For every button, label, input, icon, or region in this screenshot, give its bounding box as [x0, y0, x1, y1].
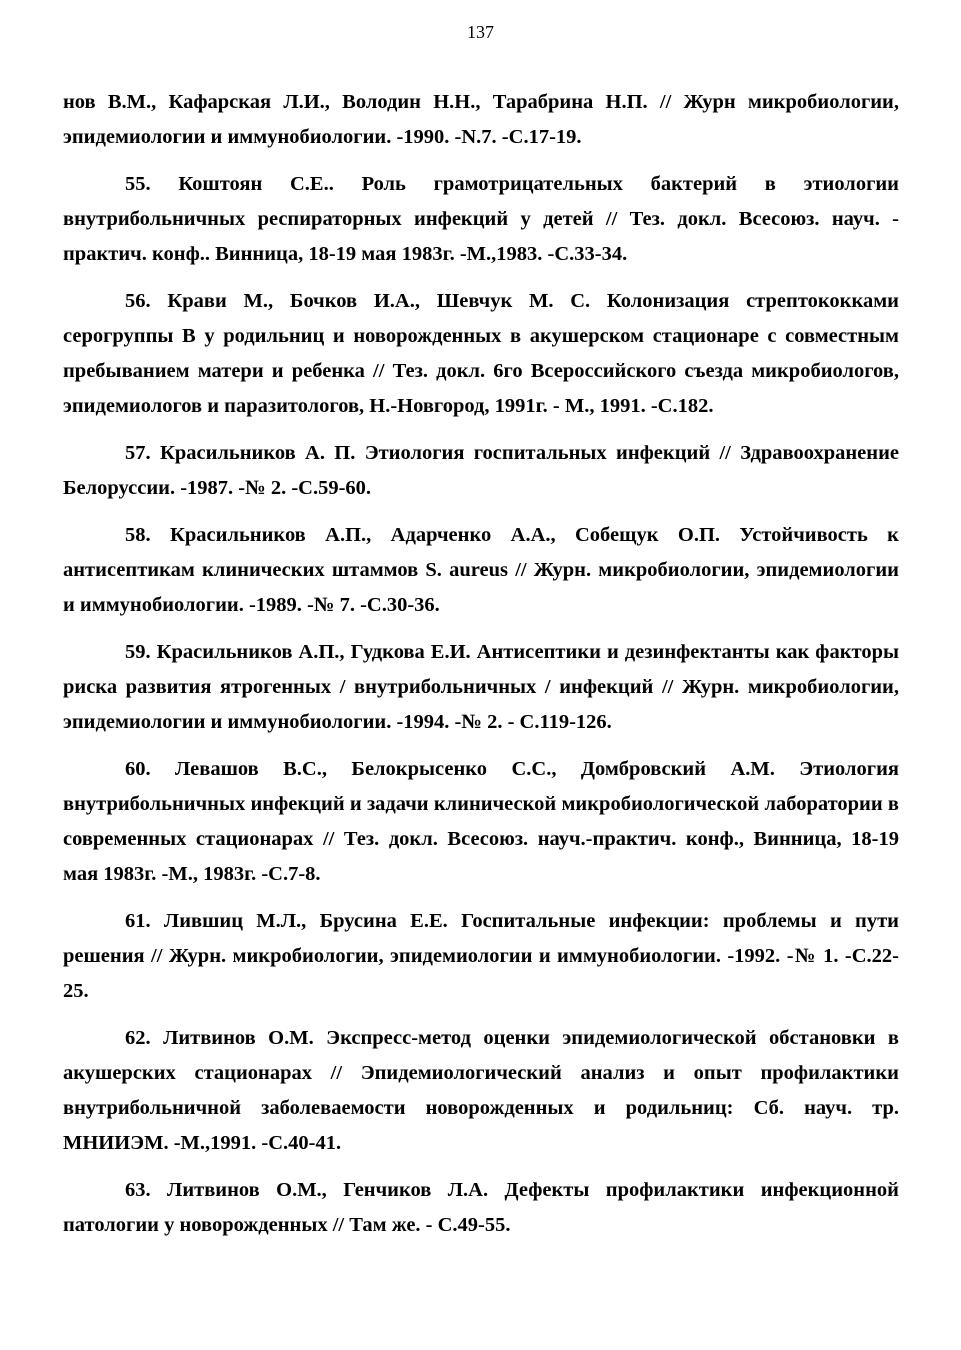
- page-number: 137: [467, 22, 494, 42]
- bibliography-entry-continued: нов В.М., Кафарская Л.И., Володин Н.Н., Тарабрина Н.П. // Журн микробиологии, эпидемиологии и иммунобиологии. -1990. -N.7. -С.17-19.: [63, 91, 899, 148]
- bibliography-entry-63: 63. Литвинов О.М., Генчиков Л.А. Дефекты профилактики инфекционной патологии у новорожденных // Там же. - С.49-55.: [63, 1179, 899, 1236]
- bibliography-list: [63, 85, 899, 1255]
- bibliography-entry-56: 56. Крави М., Бочков И.А., Шевчук М. С. Колонизация стрептококками серогруппы В у родильниц и новорожденных в акушерском стационаре с совместным пребыванием матери и ребенка // Тез. докл. 6го Всероссийского съезда микробиологов, эпидемиологов и паразитологов, Н.-Новгород, 1991г. - М., 1991. -С.182.: [63, 290, 899, 417]
- bibliography-entry-55: 55. Коштоян С.Е.. Роль грамотрицательных бактерий в этиологии внутрибольничных респираторных инфекций у детей // Тез. докл. Всесоюз. науч. - практич. конф.. Винница, 18-19 мая 1983г. -М.,1983. -С.33-34.: [63, 173, 899, 265]
- bibliography-entry-62: 62. Литвинов О.М. Экспресс-метод оценки эпидемиологической обстановки в акушерских стационарах // Эпидемиологический анализ и опыт профилактики внутрибольничной заболеваемости новорожденных и родильниц: Сб. науч. тр. МНИИЭМ. -М.,1991. -С.40-41.: [63, 1027, 899, 1154]
- bibliography-entry-58: 58. Красильников А.П., Адарченко А.А., Собещук О.П. Устойчивость к антисептикам клинических штаммов S. aureus // Журн. микробиологии, эпидемиологии и иммунобиологии. -1989. -№ 7. -С.30-36.: [63, 524, 899, 616]
- bibliography-entry-61: 61. Лившиц М.Л., Брусина Е.Е. Госпитальные инфекции: проблемы и пути решения // Журн. микробиологии, эпидемиологии и иммунобиологии. -1992. -№ 1. -С.22-25.: [63, 910, 899, 1002]
- bibliography-entry-59: 59. Красильников А.П., Гудкова Е.И. Антисептики и дезинфектанты как факторы риска развития ятрогенных / внутрибольничных / инфекций // Журн. микробиологии, эпидемиологии и иммунобиологии. -1994. -№ 2. - С.119-126.: [63, 641, 899, 733]
- bibliography-entry-60: 60. Левашов В.С., Белокрысенко С.С., Домбровский А.М. Этиология внутрибольничных инфекций и задачи клинической микробиологической лаборатории в современных стационарах // Тез. докл. Всесоюз. науч.-практич. конф., Винница, 18-19 мая 1983г. -М., 1983г. -С.7-8.: [63, 758, 899, 885]
- bibliography-entry-57: 57. Красильников А. П. Этиология госпитальных инфекций // Здравоохранение Белоруссии. -1987. -№ 2. -С.59-60.: [63, 442, 899, 499]
